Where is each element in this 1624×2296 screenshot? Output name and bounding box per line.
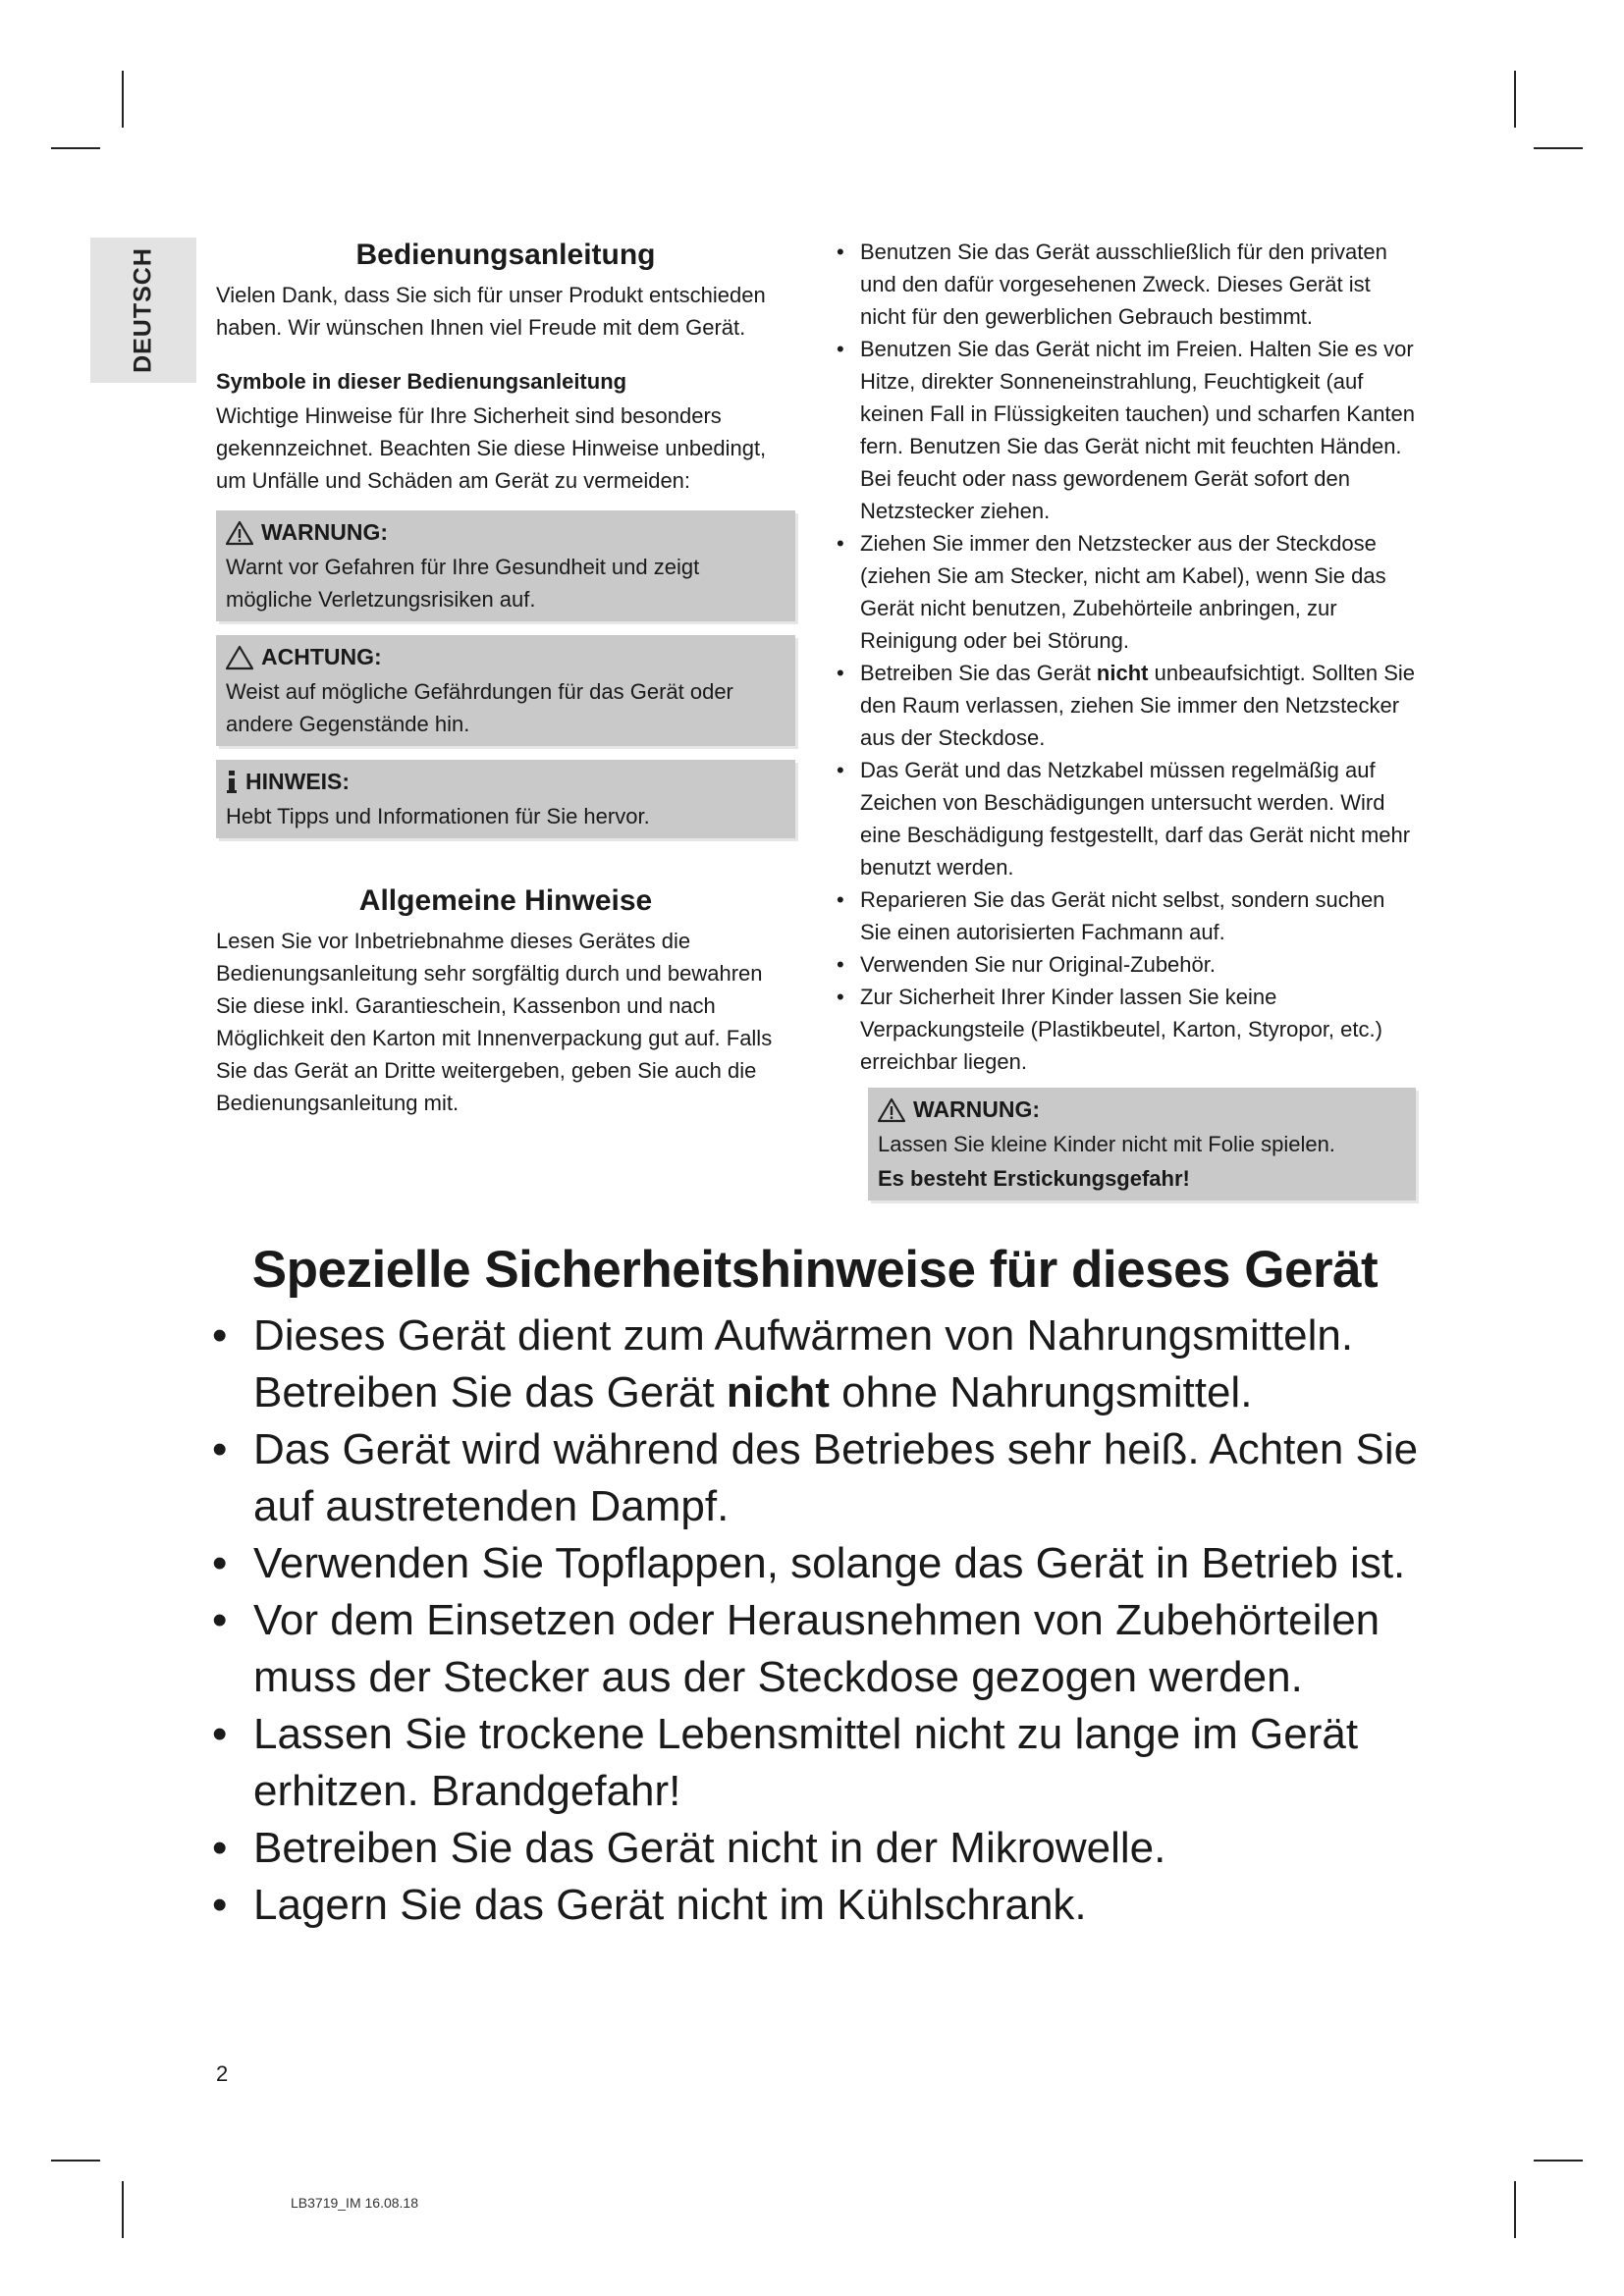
caution-triangle-icon bbox=[226, 645, 253, 670]
warning-strong-text: Es besteht Erstickungsgefahr! bbox=[878, 1166, 1190, 1191]
general-bullets bbox=[835, 236, 1416, 1078]
special-list bbox=[206, 1308, 1424, 1934]
info-icon bbox=[226, 771, 238, 794]
crop-mark bbox=[51, 147, 100, 149]
crop-mark bbox=[122, 2181, 124, 2238]
manual-title: Bedienungsanleitung bbox=[355, 239, 656, 271]
list-item: • Ziehen Sie immer den Netzstecker aus der Steckdose (ziehen Sie am Stecker, nicht am Kabel), wenn Sie das Gerät nicht benutzen, Zubehörteile anbringen, zur Reinigung oder bei Störung. bbox=[835, 527, 1416, 657]
list-item: • Benutzen Sie das Gerät nicht im Freien. Halten Sie es vor Hitze, direkter Sonneneinstrahlung, Feuchtigkeit (auf keinen Fall in Flüssigkeiten tauchen) und scharfen Kanten fern. Benutzen Sie das Gerät nicht mit feuchten Händen. Bei feucht oder nass gewordenem Gerät sofort den Netzstecker ziehen. bbox=[835, 333, 1416, 527]
list-item: • Betreiben Sie das Gerät nicht unbeaufsichtigt. Sollten Sie den Raum verlassen, ziehen Sie immer den Netzstecker aus der Steckdose. bbox=[835, 657, 1416, 754]
warning-label: WARNUNG: bbox=[913, 1096, 1041, 1122]
right-column bbox=[835, 236, 1416, 1201]
crop-mark bbox=[1534, 147, 1583, 149]
list-item: • Betreiben Sie das Gerät nicht in der Mikrowelle. bbox=[206, 1820, 1424, 1877]
special-title: Spezielle Sicherheitshinweise für dieses Gerät bbox=[251, 1241, 1379, 1299]
list-item: • Dieses Gerät dient zum Aufwärmen von Nahrungsmitteln. Betreiben Sie das Gerät nicht ohne Nahrungsmittel. bbox=[206, 1308, 1424, 1421]
caution-text: Weist auf mögliche Gefährdungen für das Gerät oder andere Gegenstände hin. bbox=[226, 679, 733, 736]
symbols-text: Wichtige Hinweise für Ihre Sicherheit sind besonders gekennzeichnet. Beachten Sie diese Hinweise unbedingt, um Unfälle und Schäden am Gerät zu vermeiden: bbox=[216, 403, 767, 493]
list-item: • Verwenden Sie nur Original-Zubehör. bbox=[835, 948, 1416, 981]
list-item: • Vor dem Einsetzen oder Herausnehmen von Zubehörteilen muss der Stecker aus der Steckdose gezogen werden. bbox=[206, 1592, 1424, 1706]
list-item: • Das Gerät und das Netzkabel müssen regelmäßig auf Zeichen von Beschädigungen untersucht werden. Wird eine Beschädigung festgestellt, darf das Gerät nicht mehr benutzt werden. bbox=[835, 754, 1416, 883]
language-label: DEUTSCH bbox=[129, 247, 157, 373]
caution-label: ACHTUNG: bbox=[261, 644, 382, 669]
crop-mark bbox=[122, 71, 124, 128]
hint-text: Hebt Tipps und Informationen für Sie hervor. bbox=[226, 804, 650, 828]
warning-notice bbox=[216, 510, 795, 621]
list-item: • Reparieren Sie das Gerät nicht selbst, sondern suchen Sie einen autorisierten Fachmann auf. bbox=[835, 883, 1416, 948]
warning-triangle-icon bbox=[878, 1097, 905, 1123]
list-item: • Lassen Sie trockene Lebensmittel nicht zu lange im Gerät erhitzen. Brandgefahr! bbox=[206, 1706, 1424, 1820]
intro-text: Vielen Dank, dass Sie sich für unser Produkt entschieden haben. Wir wünschen Ihnen viel Freude mit dem Gerät. bbox=[216, 283, 766, 340]
list-item: • Verwenden Sie Topflappen, solange das Gerät in Betrieb ist. bbox=[206, 1535, 1424, 1592]
warning-triangle-icon bbox=[226, 520, 253, 546]
crop-mark bbox=[1514, 71, 1516, 128]
warning-text: Warnt vor Gefahren für Ihre Gesundheit und zeigt mögliche Verletzungsrisiken auf. bbox=[226, 555, 700, 612]
warning-text: Lassen Sie kleine Kinder nicht mit Folie spielen. bbox=[878, 1132, 1335, 1156]
crop-mark bbox=[51, 2160, 100, 2162]
symbols-heading: Symbole in dieser Bedienungsanleitung bbox=[216, 369, 627, 394]
children-warning-notice bbox=[868, 1088, 1416, 1201]
document-code: LB3719_IM 16.08.18 bbox=[291, 2195, 418, 2211]
special-safety-section bbox=[206, 1239, 1424, 1934]
page-number: 2 bbox=[216, 2061, 229, 2086]
language-tab bbox=[90, 238, 196, 383]
left-column bbox=[216, 236, 795, 1119]
hint-label: HINWEIS: bbox=[245, 769, 351, 794]
caution-notice bbox=[216, 635, 795, 746]
general-text: Lesen Sie vor Inbetriebnahme dieses Gerätes die Bedienungsanleitung sehr sorgfältig durch und bewahren Sie diese inkl. Garantieschein, Kassenbon und nach Möglichkeit den Karton mit Innenverpackung gut auf. Falls Sie das Gerät an Dritte weitergeben, geben Sie auch die Bedienungsanleitung mit. bbox=[216, 929, 773, 1115]
crop-mark bbox=[1514, 2181, 1516, 2238]
crop-mark bbox=[1534, 2160, 1583, 2162]
warning-label: WARNUNG: bbox=[261, 519, 389, 545]
list-item: • Lagern Sie das Gerät nicht im Kühlschrank. bbox=[206, 1877, 1424, 1934]
hint-notice bbox=[216, 760, 795, 838]
list-item: • Zur Sicherheit Ihrer Kinder lassen Sie keine Verpackungsteile (Plastikbeutel, Karton, Styropor, etc.) erreichbar liegen. bbox=[835, 981, 1416, 1078]
general-title: Allgemeine Hinweise bbox=[358, 884, 653, 917]
list-item: • Benutzen Sie das Gerät ausschließlich für den privaten und den dafür vorgesehenen Zweck. Dieses Gerät ist nicht für den gewerblichen Gebrauch bestimmt. bbox=[835, 236, 1416, 333]
list-item: • Das Gerät wird während des Betriebes sehr heiß. Achten Sie auf austretenden Dampf. bbox=[206, 1421, 1424, 1535]
